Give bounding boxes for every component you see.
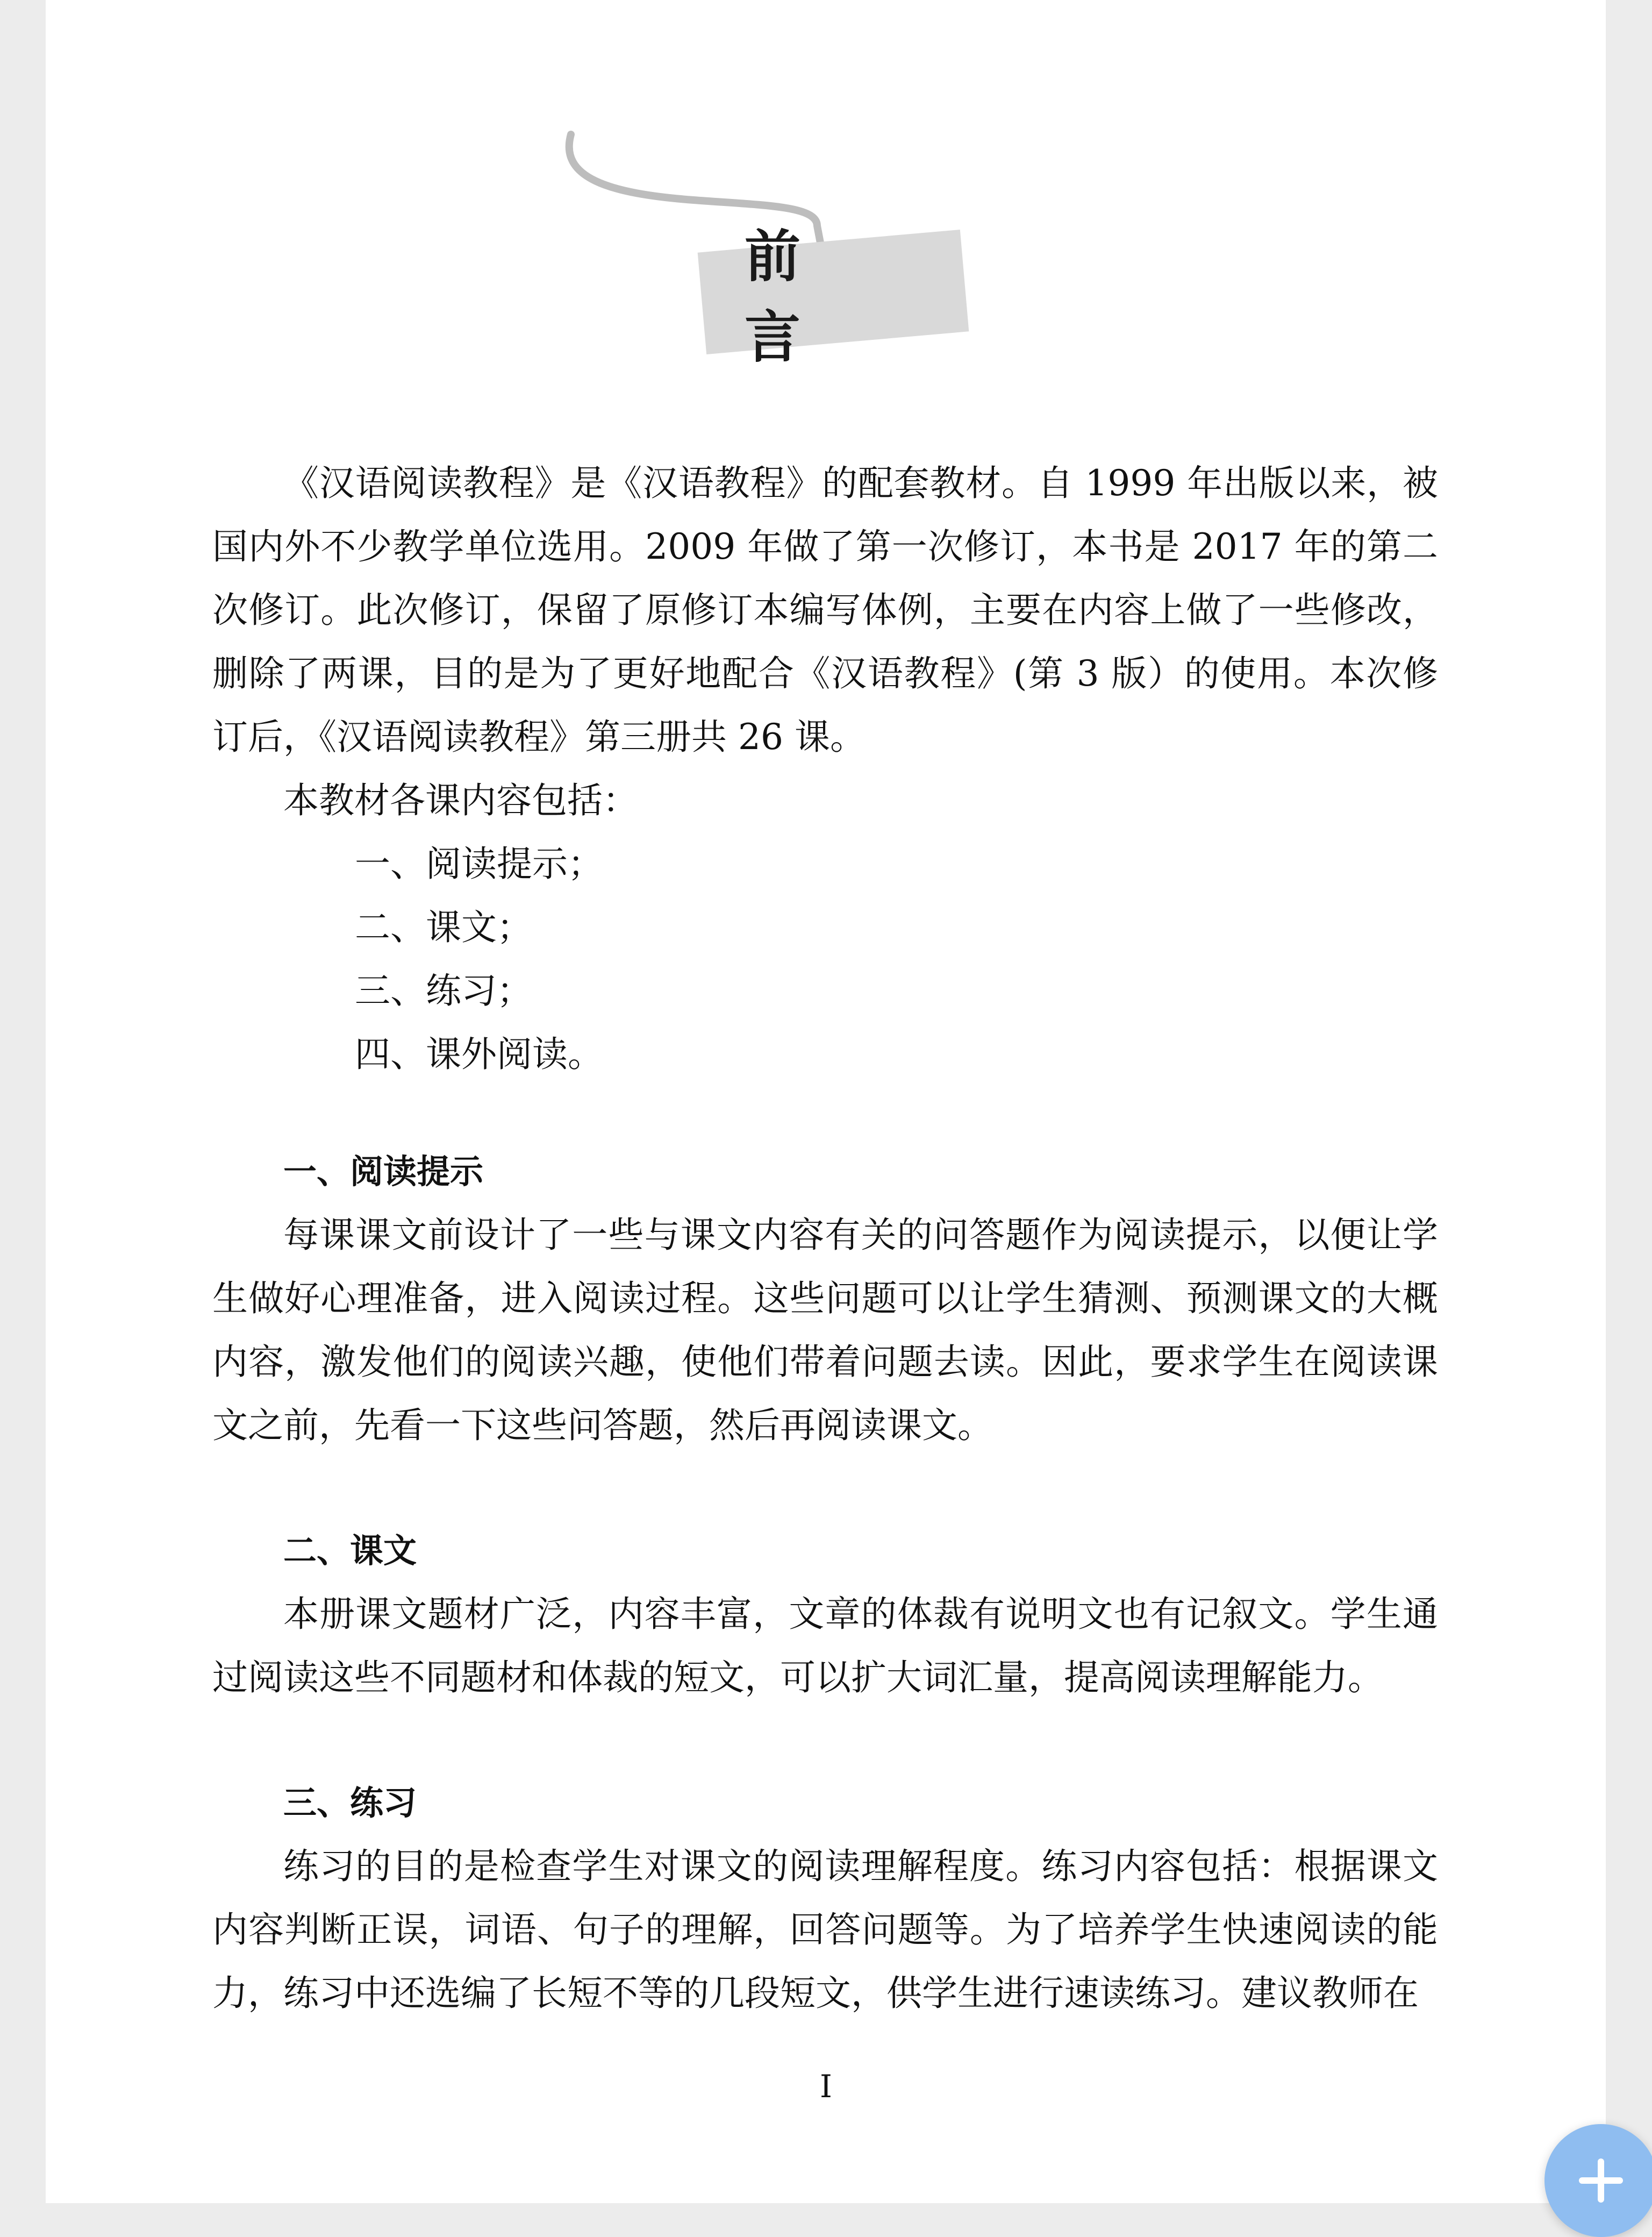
- contents-list: [212, 832, 1438, 1086]
- page-number: I: [820, 2068, 832, 2105]
- section-heading-texts: 二、课文: [283, 1531, 417, 1570]
- document-body: [212, 452, 1438, 2025]
- section-text-exercises: 练习的目的是检查学生对课文的阅读理解程度。练习内容包括：根据课文内容判断正误，词语、句子的理解，回答问题等。为了培养学生快速阅读的能力，练习中还选编了长短不等的几段短文，供学生进行速读练习。建议教师在: [212, 1846, 1438, 2014]
- list-item: 四、课外阅读。: [355, 1034, 603, 1075]
- section-text-reading-tips: 每课课文前设计了一些与课文内容有关的问答题作为阅读提示，以便让学生做好心理准备，进入阅读过程。这些问题可以让学生猜测、预测课文的大概内容，激发他们的阅读兴趣，使他们带着问题去读。因此，要求学生在阅读课文之前，先看一下这些问答题，然后再阅读课文。: [212, 1214, 1438, 1446]
- intro-paragraph: 《汉语阅读教程》是《汉语教程》的配套教材。自 1999 年出版以来，被国内外不少教学单位选用。2009 年做了第一次修订，本书是 2017 年的第二次修订。此次修订，保留了原修订本编写体例，主要在内容上做了一些修改，删除了两课，目的是为了更好地配合《汉语教程》(第 3 版）的使用。本次修订后，《汉语阅读教程》第三册共 26 课。: [212, 462, 1438, 758]
- contents-intro: 本教材各课内容包括：: [283, 780, 638, 821]
- list-item: 二、课文；: [355, 907, 532, 948]
- list-item: 一、阅读提示；: [355, 843, 603, 885]
- list-item: 三、练习；: [355, 970, 532, 1011]
- section-heading-exercises: 三、练习: [283, 1783, 417, 1822]
- add-button[interactable]: [1544, 2124, 1652, 2237]
- section-text-texts: 本册课文题材广泛，内容丰富，文章的体裁有说明文也有记叙文。学生通过阅读这些不同题材和体裁的短文，可以扩大词汇量，提高阅读理解能力。: [212, 1593, 1438, 1698]
- title-tag: [698, 224, 969, 370]
- section-heading-reading-tips: 一、阅读提示: [283, 1152, 484, 1191]
- page-title: 前 言: [745, 224, 844, 370]
- plus-icon: [1571, 2151, 1630, 2210]
